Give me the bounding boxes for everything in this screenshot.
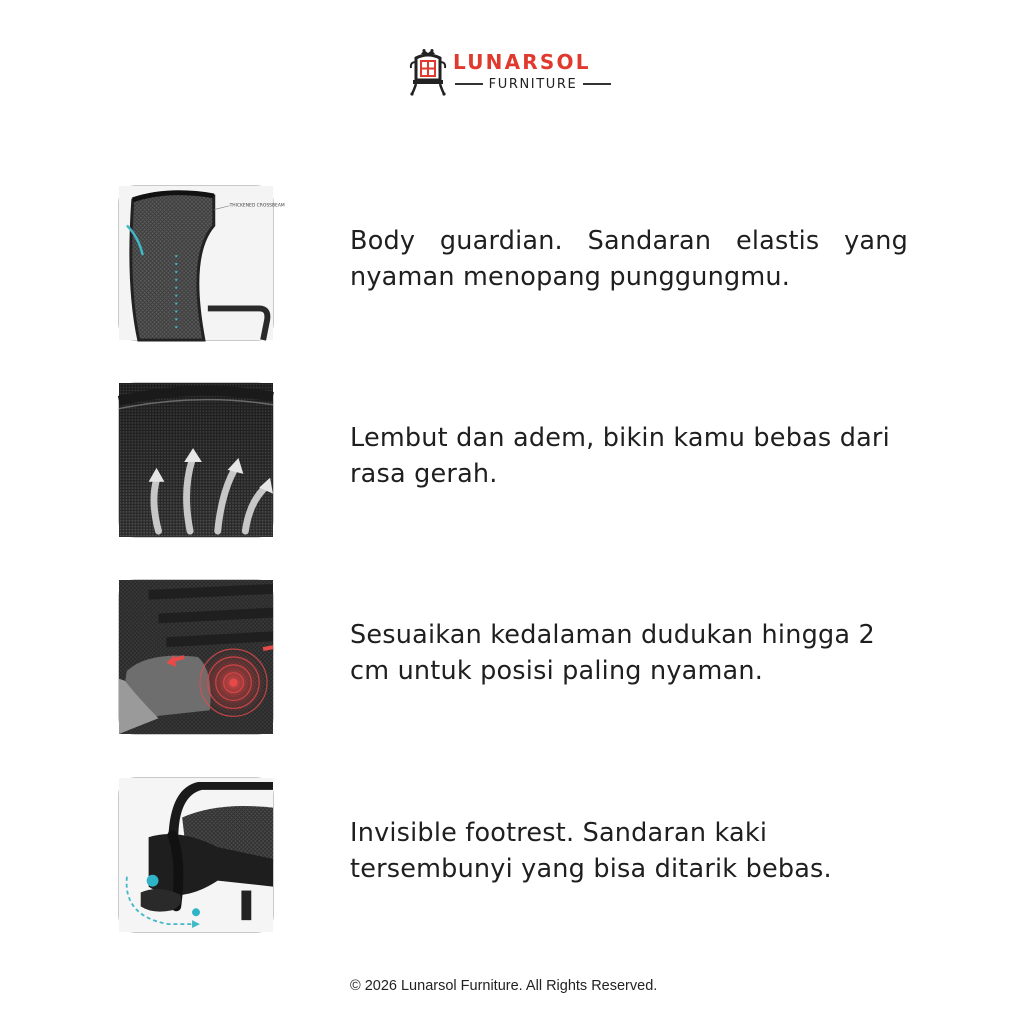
feature-description: Body guardian. Sandaran elastis yang nyaman menopang punggungmu. [350, 226, 908, 292]
feature-description: Sesuaikan kedalaman dudukan hingga 2 cm untuk posisi paling nyaman. [350, 620, 875, 686]
breathable-mesh-airflow-image [118, 382, 274, 538]
mesh-chair-backrest-image [118, 185, 285, 341]
feature-description: Lembut dan adem, bikin kamu bebas dari rasa gerah. [350, 423, 890, 489]
image-caption: THICKENED CROSSBEAM [229, 203, 285, 209]
seat-depth-adjust-image [118, 579, 274, 735]
brand-name: LUNARSOL [453, 50, 591, 74]
copyright-footer: © 2026 Lunarsol Furniture. All Rights Reserved. [350, 978, 658, 994]
feature-row [118, 777, 918, 933]
feature-row [118, 382, 918, 538]
feature-row [118, 185, 918, 341]
brand-subtitle: FURNITURE [488, 76, 578, 92]
brand-subtitle-row [455, 75, 611, 93]
feature-row [118, 579, 918, 735]
chair-crown-logo-icon [409, 48, 447, 96]
divider [455, 83, 483, 85]
brand-logo [409, 46, 619, 98]
hidden-footrest-image [118, 777, 274, 933]
divider [583, 83, 611, 85]
feature-description: Invisible footrest. Sandaran kaki tersembunyi yang bisa ditarik bebas. [350, 818, 832, 884]
